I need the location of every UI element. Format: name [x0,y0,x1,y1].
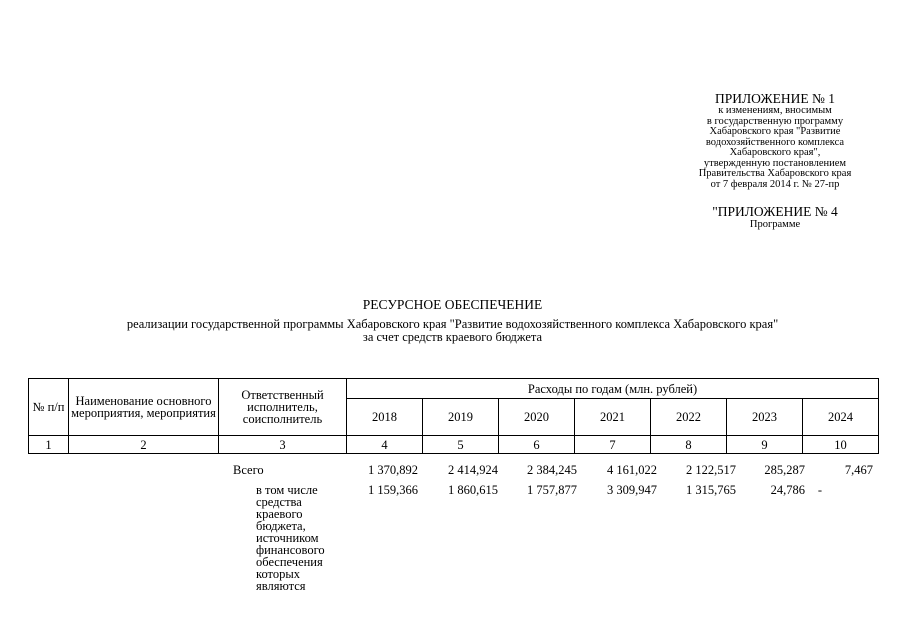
appendix-4-title: "ПРИЛОЖЕНИЕ № 4 [712,204,838,219]
document-subtitle-2: за счет средств краевого бюджета [362,330,543,344]
appendix-1-block [655,91,895,190]
table-row [28,484,878,600]
document-subtitle: реализации государственной программы Хабаровского края "Развитие водохозяйственного комплекса Хабаровского края" [126,317,779,331]
row-label: в том числе средства краевого бюджета, источником финансового обеспечения которых являются [256,483,325,593]
cell-value: 285,287 [764,463,805,477]
appendix-1-line: Правительства Хабаровского края [698,168,852,179]
appendix-1-line: водохозяйственного комплекса [705,136,845,148]
header-num: № п/п [29,379,69,436]
column-number: 6 [499,436,575,454]
appendix-4-block [655,204,895,231]
header-year: 2019 [423,399,499,436]
column-number: 10 [803,436,879,454]
table-row [28,464,878,478]
column-number: 2 [69,436,219,454]
row-label: Всего [233,463,264,477]
cell-value: 4 161,022 [607,463,657,477]
cell-value: 7,467 [844,463,873,477]
cell-value: - [817,483,823,497]
header-name: Наименование основного мероприятия, мероприятия [69,379,219,436]
appendix-1-line: к изменениям, вносимым [718,105,832,116]
appendix-4-subtitle: Программе [749,219,801,230]
column-number: 7 [575,436,651,454]
column-number: 4 [347,436,423,454]
column-number: 8 [651,436,727,454]
cell-value: 2 122,517 [686,463,736,477]
header-expenses: Расходы по годам (млн. рублей) [347,379,879,399]
header-year: 2023 [727,399,803,436]
cell-value: 3 309,947 [607,483,657,497]
appendix-1-title: ПРИЛОЖЕНИЕ № 1 [714,91,836,106]
header-executor: Ответственный исполнитель, соисполнитель [219,379,347,436]
document-heading [0,297,905,344]
appendix-1-line: в государственную программу [706,115,844,127]
cell-value: 1 757,877 [527,483,577,497]
cell-value: 1 315,765 [686,483,736,497]
cell-value: 1 860,615 [448,483,498,497]
appendix-1-line: Хабаровского края "Развитие [709,126,841,137]
header-year: 2018 [347,399,423,436]
header-year: 2022 [651,399,727,436]
cell-value: 2 414,924 [448,463,498,477]
appendix-1-line: утвержденную постановлением [703,157,847,169]
cell-value: 1 370,892 [368,463,418,477]
header-year: 2020 [499,399,575,436]
column-number: 5 [423,436,499,454]
header-year: 2024 [803,399,879,436]
column-number: 9 [727,436,803,454]
resource-table [28,378,879,454]
cell-value: 2 384,245 [527,463,577,477]
document-title: РЕСУРСНОЕ ОБЕСПЕЧЕНИЕ [362,297,543,312]
header-year: 2021 [575,399,651,436]
cell-value: 1 159,366 [368,483,418,497]
cell-value: 24,786 [770,483,805,497]
column-number: 3 [219,436,347,454]
column-number: 1 [29,436,69,454]
appendix-1-line: Хабаровского края", [729,147,821,158]
appendix-1-line: от 7 февраля 2014 г. № 27-пр [710,178,840,190]
